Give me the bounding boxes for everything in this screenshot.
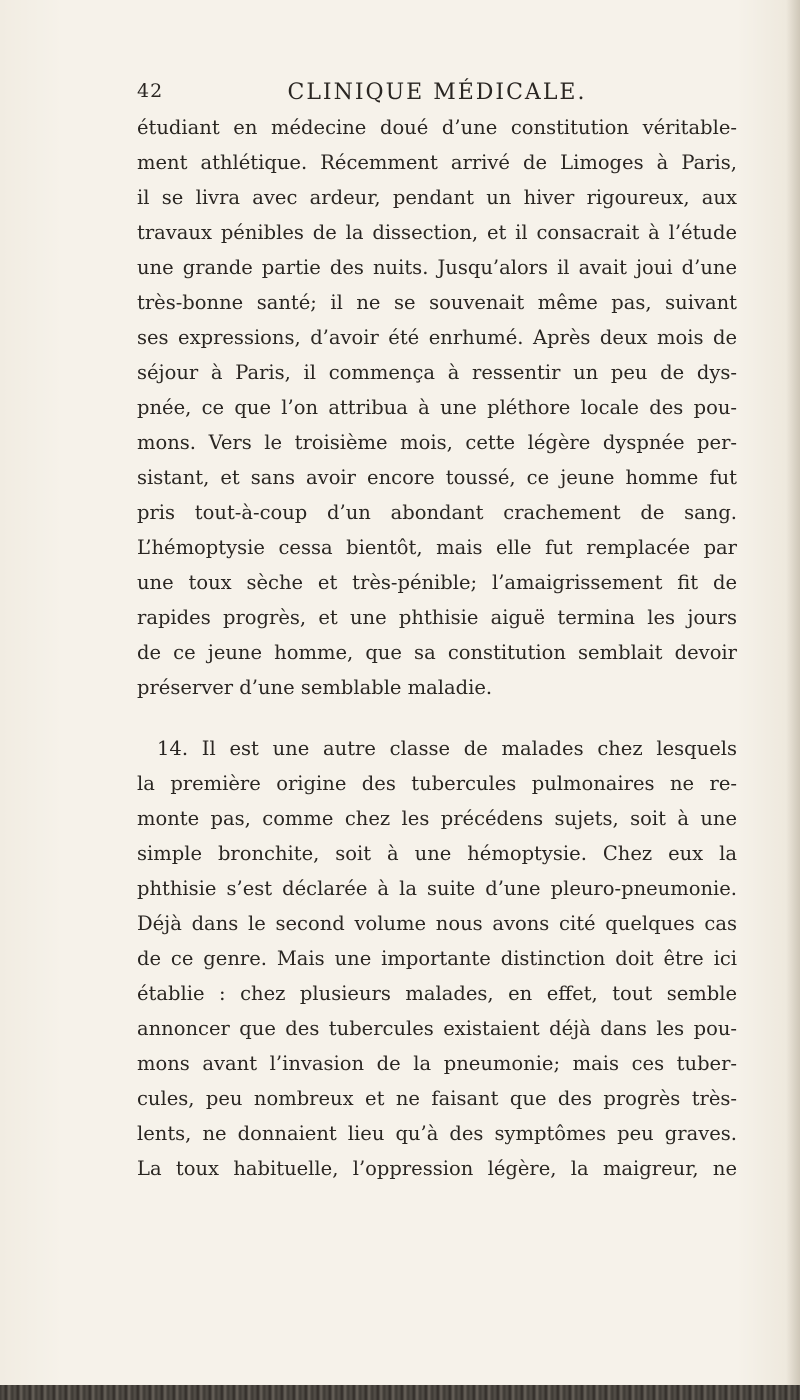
text-line: La toux habituelle, l’oppression légère, la maigreur, ne xyxy=(137,1157,737,1180)
text-line: une toux sèche et très-pénible; l’amaigrissement fit de xyxy=(137,571,737,594)
text-line: mons. Vers le troisième mois, cette légère dyspnée per- xyxy=(137,431,737,454)
text-line: monte pas, comme chez les précédens sujets, soit à une xyxy=(137,807,737,830)
text-line: rapides progrès, et une phthisie aiguë termina les jours xyxy=(137,606,737,629)
paragraph xyxy=(137,110,737,705)
paragraph xyxy=(137,731,737,1186)
text-line: de ce jeune homme, que sa constitution semblait devoir xyxy=(137,641,737,664)
body-text xyxy=(137,110,737,1186)
text-line: annoncer que des tubercules existaient déjà dans les pou- xyxy=(137,1017,737,1040)
text-line: sistant, et sans avoir encore toussé, ce jeune homme fut xyxy=(137,466,737,489)
text-line: étudiant en médecine doué d’une constitution véritable- xyxy=(137,116,737,139)
text-line: simple bronchite, soit à une hémoptysie. Chez eux la xyxy=(137,842,737,865)
text-line: une grande partie des nuits. Jusqu’alors il avait joui d’une xyxy=(137,256,737,279)
text-line: L’hémoptysie cessa bientôt, mais elle fut remplacée par xyxy=(137,536,737,559)
running-head: CLINIQUE MÉDICALE. xyxy=(287,80,587,105)
text-line: pnée, ce que l’on attribua à une pléthore locale des pou- xyxy=(137,396,737,419)
text-line: pris tout-à-coup d’un abondant crachement de sang. xyxy=(137,501,737,524)
text-line: Déjà dans le second volume nous avons cité quelques cas xyxy=(137,912,737,935)
text-line: de ce genre. Mais une importante distinction doit être ici xyxy=(137,947,737,970)
paragraph-gap xyxy=(137,705,737,731)
text-line: phthisie s’est déclarée à la suite d’une pleuro-pneumonie. xyxy=(137,877,737,900)
text-line: lents, ne donnaient lieu qu’à des symptômes peu graves. xyxy=(137,1122,737,1145)
text-line: travaux pénibles de la dissection, et il consacrait à l’étude xyxy=(137,221,737,244)
bottom-page-edge xyxy=(0,1385,800,1400)
text-line: séjour à Paris, il commença à ressentir un peu de dys- xyxy=(137,361,737,384)
text-line: préserver d’une semblable maladie. xyxy=(137,676,493,699)
text-line: mons avant l’invasion de la pneumonie; mais ces tuber- xyxy=(137,1052,737,1075)
text-line: la première origine des tubercules pulmonaires ne re- xyxy=(137,772,737,795)
text-line: très-bonne santé; il ne se souvenait même pas, suivant xyxy=(137,291,737,314)
text-line: établie : chez plusieurs malades, en effet, tout semble xyxy=(137,982,737,1005)
page-number: 42 xyxy=(137,80,164,102)
text-line: ses expressions, d’avoir été enrhumé. Après deux mois de xyxy=(137,326,737,349)
text-line: il se livra avec ardeur, pendant un hiver rigoureux, aux xyxy=(137,186,737,209)
page-header xyxy=(137,80,737,112)
page-edge-shadow xyxy=(786,0,800,1400)
text-line: 14. Il est une autre classe de malades chez lesquels xyxy=(157,737,737,760)
text-line: cules, peu nombreux et ne faisant que des progrès très- xyxy=(137,1087,737,1110)
text-line: ment athlétique. Récemment arrivé de Limoges à Paris, xyxy=(137,151,737,174)
